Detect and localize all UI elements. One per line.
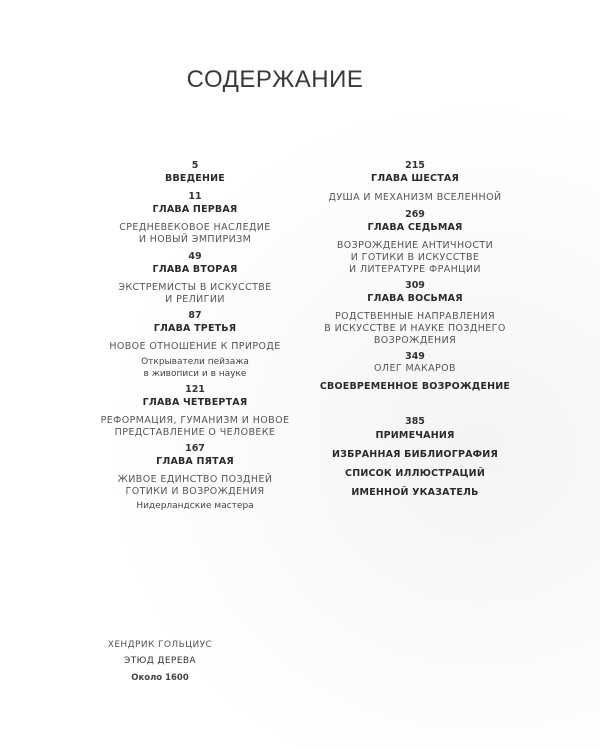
caption-work-title: ЭТЮД ДЕРЕВА [124, 656, 196, 666]
toc-chapter-subtitle: РОДСТВЕННЫЕ НАПРАВЛЕНИЯ [334, 311, 495, 322]
toc-chapter-note: в живописи и в науке [143, 369, 247, 379]
toc-page-number: 49 [188, 251, 202, 262]
toc-chapter-title: ГЛАВА ПЯТАЯ [156, 456, 234, 467]
toc-chapter-subtitle: И НОВЫЙ ЭМПИРИЗМ [138, 234, 252, 245]
toc-page-number: 167 [185, 443, 205, 454]
toc-chapter-title: ГЛАВА ТРЕТЬЯ [153, 323, 237, 334]
toc-page-number: 215 [405, 160, 425, 171]
toc-chapter-subtitle: РЕФОРМАЦИЯ, ГУМАНИЗМ И НОВОЕ [100, 415, 290, 426]
toc-page-number: 11 [188, 191, 202, 202]
toc-chapter-subtitle: ВОЗРОЖДЕНИЕ АНТИЧНОСТИ [336, 240, 494, 251]
toc-chapter-subtitle: ВОЗРОЖДЕНИЯ [373, 335, 457, 346]
toc-chapter-title: ГЛАВА ЧЕТВЕРТАЯ [142, 397, 248, 408]
toc-chapter-subtitle: ЖИВОЕ ЕДИНСТВО ПОЗДНЕЙ [117, 474, 273, 485]
toc-chapter-subtitle: ПРЕДСТАВЛЕНИЕ О ЧЕЛОВЕКЕ [114, 427, 276, 438]
toc-chapter-title: ГЛАВА ВТОРАЯ [152, 264, 238, 275]
toc-chapter-subtitle: В ИСКУССТВЕ И НАУКЕ ПОЗДНЕГО [324, 323, 506, 334]
toc-chapter-subtitle: И ГОТИКИ В ИСКУССТВЕ [350, 252, 480, 263]
toc-page-number: 5 [191, 160, 199, 171]
toc-page-number: 309 [405, 280, 425, 291]
toc-chapter-subtitle: ЭКСТРЕМИСТЫ В ИСКУССТВЕ [118, 282, 272, 293]
toc-section-title: ИЗБРАННАЯ БИБЛИОГРАФИЯ [332, 449, 498, 460]
toc-page-number: 349 [405, 351, 425, 362]
toc-chapter-title: ВВЕДЕНИЕ [165, 173, 225, 184]
toc-page-number: 121 [185, 384, 205, 395]
toc-page-number: 385 [405, 416, 425, 427]
toc-chapter-subtitle: ГОТИКИ И ВОЗРОЖДЕНИЯ [125, 486, 265, 497]
toc-page-number: 87 [188, 310, 202, 321]
caption-date: Около 1600 [131, 673, 189, 683]
toc-chapter-subtitle: СРЕДНЕВЕКОВОЕ НАСЛЕДИЕ [119, 222, 271, 233]
toc-chapter-note: Нидерландские мастера [136, 501, 254, 511]
toc-chapter-title: ГЛАВА ПЕРВАЯ [152, 204, 238, 215]
toc-chapter-title: ГЛАВА ВОСЬМАЯ [367, 293, 463, 304]
toc-page-number: 269 [405, 209, 425, 220]
toc-chapter-subtitle: НОВОЕ ОТНОШЕНИЕ К ПРИРОДЕ [109, 341, 281, 352]
caption-author: ХЕНДРИК ГОЛЬЦИУС [107, 640, 213, 650]
toc-chapter-subtitle: И РЕЛИГИИ [165, 294, 225, 305]
toc-chapter-title: СВОЕВРЕМЕННОЕ ВОЗРОЖДЕНИЕ [319, 381, 511, 392]
toc-chapter-subtitle: ДУША И МЕХАНИЗМ ВСЕЛЕННОЙ [328, 192, 502, 203]
toc-chapter-note: Открыватели пейзажа [141, 357, 249, 367]
toc-section-title: СПИСОК ИЛЛЮСТРАЦИЙ [345, 468, 485, 479]
page-title: СОДЕРЖАНИЕ [186, 66, 364, 93]
toc-essay-author: ОЛЕГ МАКАРОВ [374, 363, 456, 374]
toc-section-title: ИМЕННОЙ УКАЗАТЕЛЬ [351, 487, 479, 498]
toc-chapter-subtitle: И ЛИТЕРАТУРЕ ФРАНЦИИ [349, 264, 481, 275]
toc-chapter-title: ГЛАВА ШЕСТАЯ [371, 173, 459, 184]
toc-chapter-title: ГЛАВА СЕДЬМАЯ [367, 222, 463, 233]
toc-section-title: ПРИМЕЧАНИЯ [375, 430, 455, 441]
